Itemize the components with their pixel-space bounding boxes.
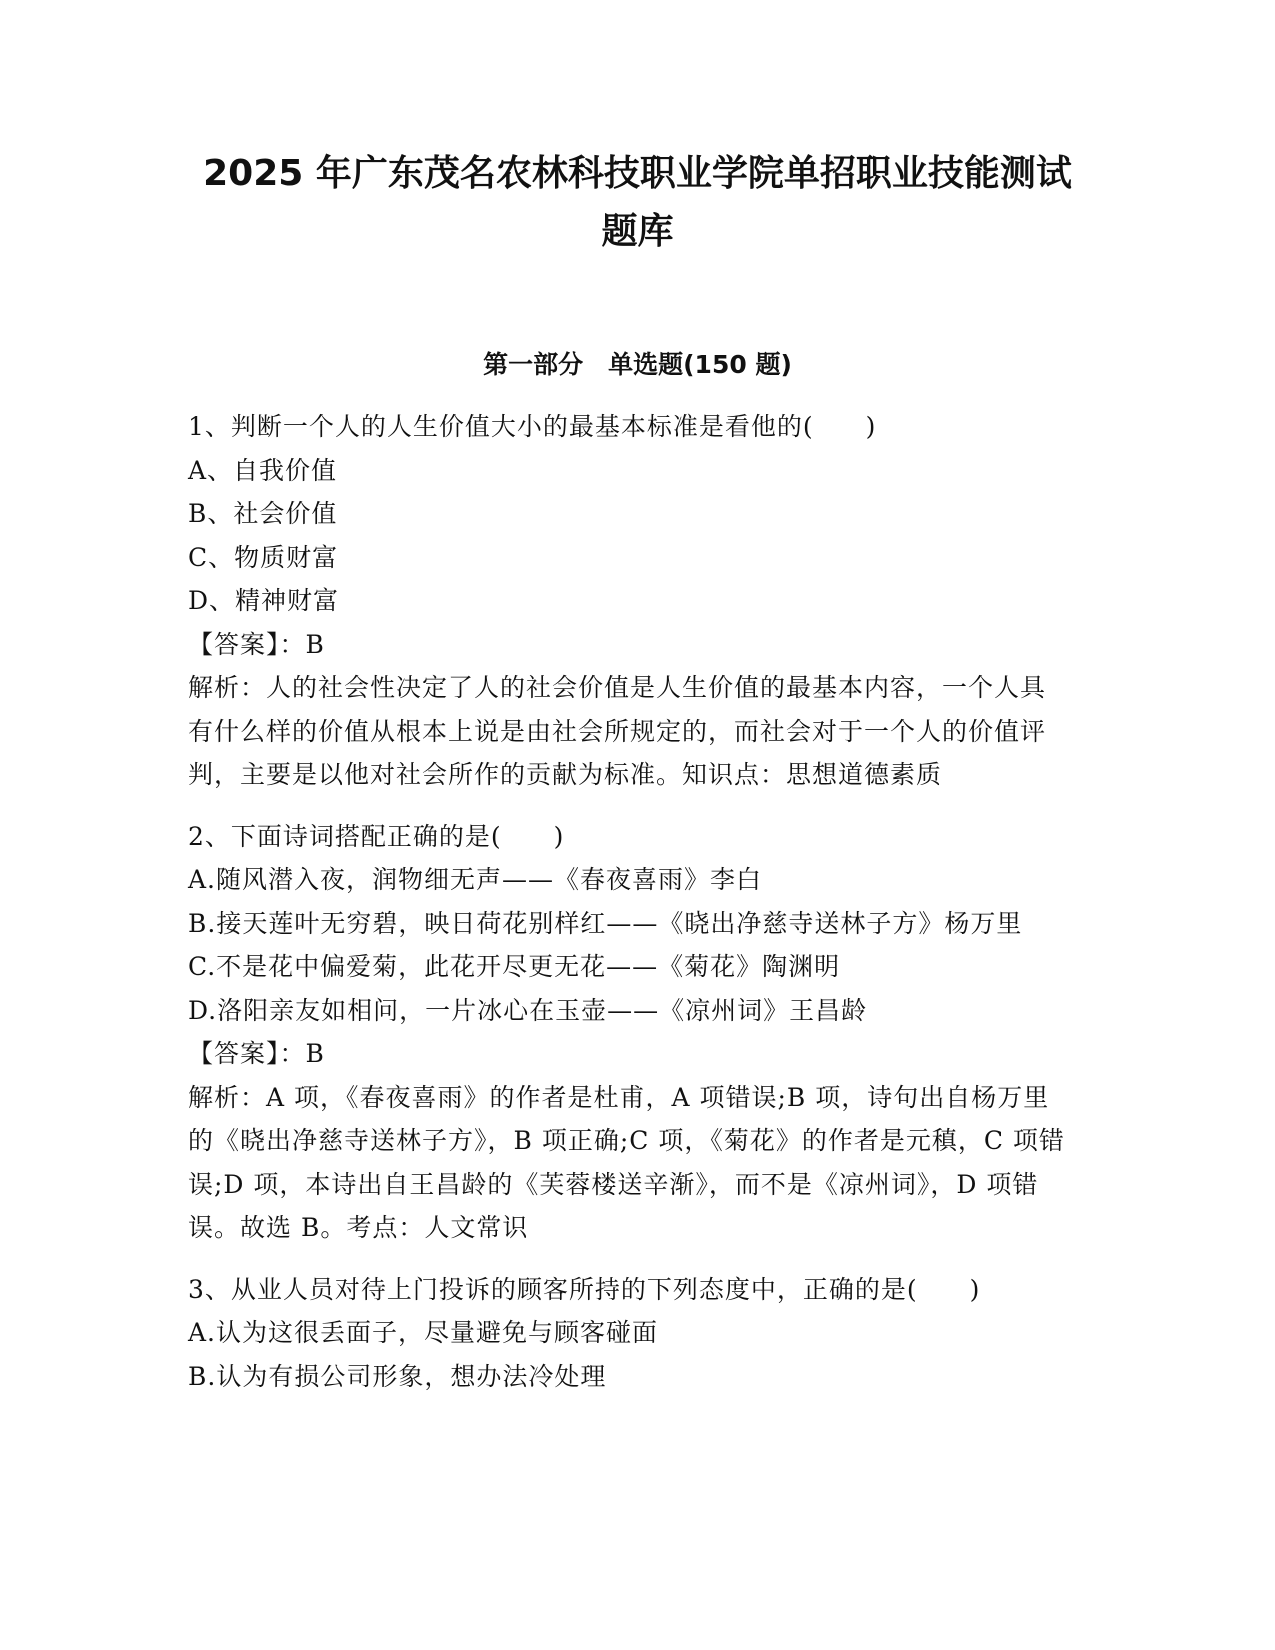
question-1 — [188, 405, 1068, 797]
document-title — [0, 145, 1275, 261]
question-3 — [188, 1268, 1068, 1399]
option-b: B.认为有损公司形象，想办法冷处理 — [188, 1361, 607, 1391]
explanation: 解析：人的社会性决定了人的社会价值是人生价值的最基本内容，一个人具有什么样的价值从根本上说是由社会所规定的，而社会对于一个人的价值评判，主要是以他对社会所作的贡献为标准。知识点：思想道德素质 — [188, 673, 1047, 789]
question-stem: 1、判断一个人的人生价值大小的最基本标准是看他的( ) — [188, 412, 877, 441]
answer: 【答案】：B — [188, 629, 325, 659]
option-a: A、自我价值 — [188, 455, 338, 485]
title-line-1: 2025 年广东茂名农林科技职业学院单招职业技能测试 — [203, 153, 1072, 194]
question-2 — [188, 815, 1068, 1250]
answer: 【答案】：B — [188, 1039, 325, 1068]
explanation: 解析：A 项，《春夜喜雨》的作者是杜甫，A 项错误;B 项，诗句出自杨万里的《晓出净慈寺送林子方》，B 项正确;C 项，《菊花》的作者是元稹，C 项错误;D 项，本诗出自王昌龄的《芙蓉楼送辛渐》，而不是《凉州词》，D 项错误。故选 B。考点：人文常识 — [188, 1082, 1065, 1242]
question-stem: 3、从业人员对待上门投诉的顾客所持的下列态度中，正确的是( ) — [188, 1274, 981, 1304]
option-a: A.认为这很丢面子，尽量避免与顾客碰面 — [188, 1318, 659, 1347]
section-title: 第一部分 单选题(150 题) — [483, 350, 792, 379]
title-line-2: 题库 — [601, 211, 674, 252]
option-a: A.随风潜入夜，润物细无声——《春夜喜雨》李白 — [188, 865, 763, 894]
option-b: B.接天莲叶无穷碧，映日荷花别样红——《晓出净慈寺送林子方》杨万里 — [188, 908, 1023, 938]
option-b: B、社会价值 — [188, 499, 338, 528]
option-d: D、精神财富 — [188, 586, 340, 615]
option-d: D.洛阳亲友如相问，一片冰心在玉壶——《凉州词》王昌龄 — [188, 995, 868, 1025]
question-list — [188, 405, 1068, 1416]
question-stem: 2、下面诗词搭配正确的是( ) — [188, 821, 565, 851]
option-c: C.不是花中偏爱菊，此花开尽更无花——《菊花》陶渊明 — [188, 952, 841, 981]
option-c: C、物质财富 — [188, 542, 339, 572]
